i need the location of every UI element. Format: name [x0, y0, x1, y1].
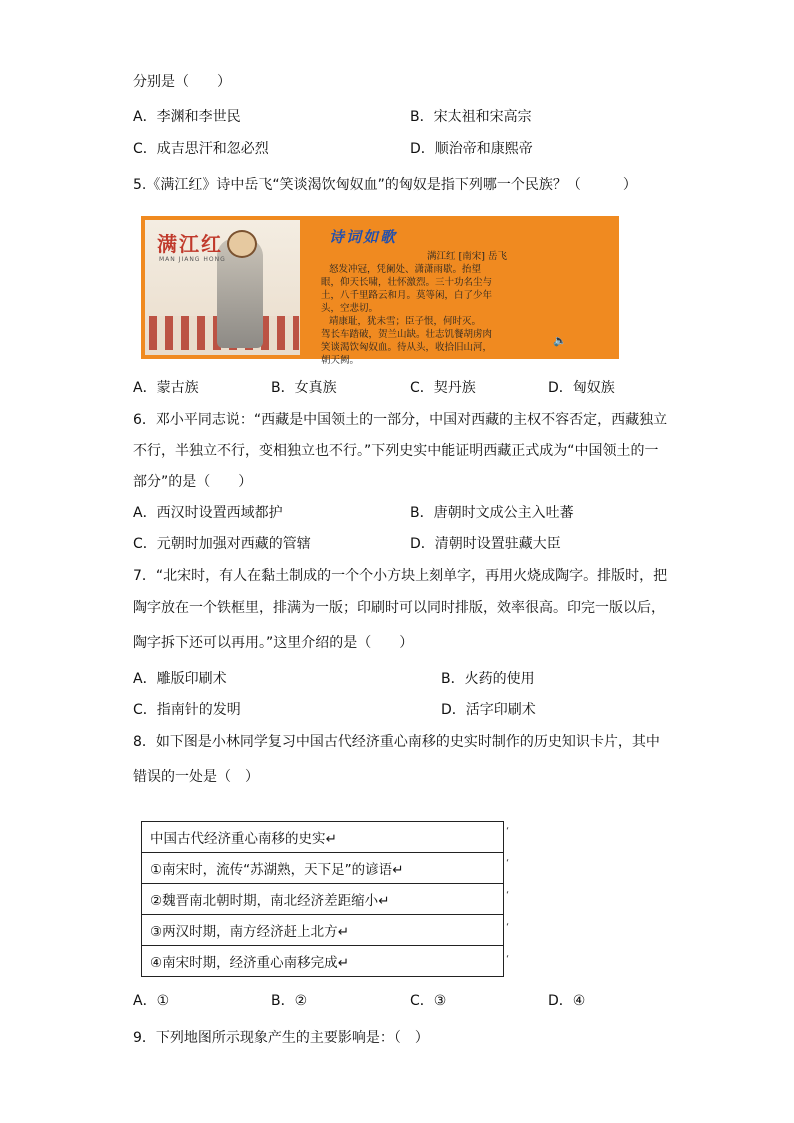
card-row: ②魏晋南北朝时期，南北经济差距缩小↵: [142, 884, 504, 915]
q8-stem-line: 8．如下图是小林同学复习中国古代经济重心南移的史实时制作的历史知识卡片，其中: [133, 734, 660, 750]
row-end-mark: ‘: [506, 826, 510, 837]
q4-option-b: B．宋太祖和宋高宗: [410, 109, 532, 125]
q5-option-c: C．契丹族: [410, 380, 476, 396]
card-row: ④南宋时期，经济重心南移完成↵: [142, 946, 504, 977]
q6-option-b: B．唐朝时文成公主入吐蕃: [410, 505, 574, 521]
q4-option-c: C．成吉思汗和忽必烈: [133, 141, 269, 157]
q6-stem-line: 6．邓小平同志说：“西藏是中国领土的一部分，中国对西藏的主权不容否定，西藏独立: [133, 412, 668, 428]
poem-line: 怒发冲冠，凭阑处、潇潇雨歇。抬望: [329, 264, 482, 275]
q8-option-d: D．④: [548, 993, 586, 1009]
q7-stem-line: 陶字拆下还可以再用。”这里介绍的是（ ）: [133, 635, 414, 651]
poem-line: 笑谈渴饮匈奴血。待从头，收拾旧山河，: [321, 342, 493, 353]
row-end-mark: ‘: [506, 922, 510, 933]
q4-stem-tail: 分别是（ ）: [133, 74, 231, 90]
q9-stem: 9．下列地图所示现象产生的主要影响是：（ ）: [133, 1030, 429, 1046]
q6-stem-line: 不行，半独立不行，变相独立也不行。”下列史实中能证明西藏正式成为“中国领土的一: [133, 443, 659, 459]
card-row: ①南宋时，流传“苏湖熟，天下足”的谚语↵: [142, 853, 504, 884]
q7-option-c: C．指南针的发明: [133, 702, 241, 718]
q8-option-c: C．③: [410, 993, 447, 1009]
manjianghong-illustration: [141, 216, 619, 366]
q5-stem: 5.《满江红》诗中岳飞“笑谈渴饮匈奴血”的匈奴是指下列哪一个民族？（ ）: [133, 177, 637, 193]
q8-option-b: B．②: [271, 993, 308, 1009]
poem-line: 头，空悲切。: [321, 303, 379, 314]
picture-pinyin: MAN JIANG HONG: [159, 256, 226, 263]
q4-option-a: A．李渊和李世民: [133, 109, 241, 125]
q5-option-a: A．蒙古族: [133, 380, 199, 396]
card-row: ③两汉时期，南方经济赶上北方↵: [142, 915, 504, 946]
poem-text: [321, 250, 613, 367]
row-end-mark: ‘: [506, 890, 510, 901]
q8-option-a: A．①: [133, 993, 170, 1009]
q6-option-c: C．元朝时加强对西藏的管辖: [133, 536, 311, 552]
yue-fei-head: [227, 230, 257, 258]
poem-line: 土，八千里路云和月。莫等闲，白了少年: [321, 290, 493, 301]
poem-line: 眼，仰天长啸，壮怀激烈。三十功名尘与: [321, 277, 493, 288]
q5-option-d: D．匈奴族: [548, 380, 615, 396]
poem-banner-title: 诗词如歌: [329, 228, 398, 246]
card-row: 中国古代经济重心南移的史实↵: [142, 822, 504, 853]
picture-title: 满江红: [157, 232, 223, 256]
speaker-icon: 🔈: [553, 334, 567, 347]
q6-option-d: D．清朝时设置驻藏大臣: [410, 536, 561, 552]
poem-line: 驾长车踏破，贺兰山缺。壮志饥餐胡虏肉: [321, 329, 493, 340]
poem-line: 靖康耻，犹未雪；臣子恨，何时灭。: [329, 316, 482, 327]
q5-option-b: B．女真族: [271, 380, 337, 396]
q7-option-a: A．雕版印刷术: [133, 671, 227, 687]
poem-line: 朝天阙。: [321, 355, 360, 366]
q7-stem-line: 陶字放在一个铁框里，排满为一版；印刷时可以同时排版，效率很高。印完一版以后，: [133, 600, 665, 616]
poem-head: 满江红 [南宋] 岳飞: [427, 251, 507, 262]
knowledge-card-table: [141, 821, 504, 977]
q7-option-b: B．火药的使用: [441, 671, 535, 687]
q4-option-d: D．顺治帝和康熙帝: [410, 141, 533, 157]
row-end-mark: ‘: [506, 858, 510, 869]
row-end-mark: ‘: [506, 954, 510, 965]
yue-fei-picture: [145, 220, 300, 355]
q7-stem-line: 7．“北宋时，有人在黏土制成的一个个小方块上刻单字，再用火烧成陶字。排版时，把: [133, 568, 668, 584]
q6-option-a: A．西汉时设置西域都护: [133, 505, 283, 521]
q6-stem-line: 部分”的是（ ）: [133, 474, 253, 490]
q8-stem-line: 错误的一处是（ ）: [133, 769, 259, 785]
q7-option-d: D．活字印刷术: [441, 702, 536, 718]
